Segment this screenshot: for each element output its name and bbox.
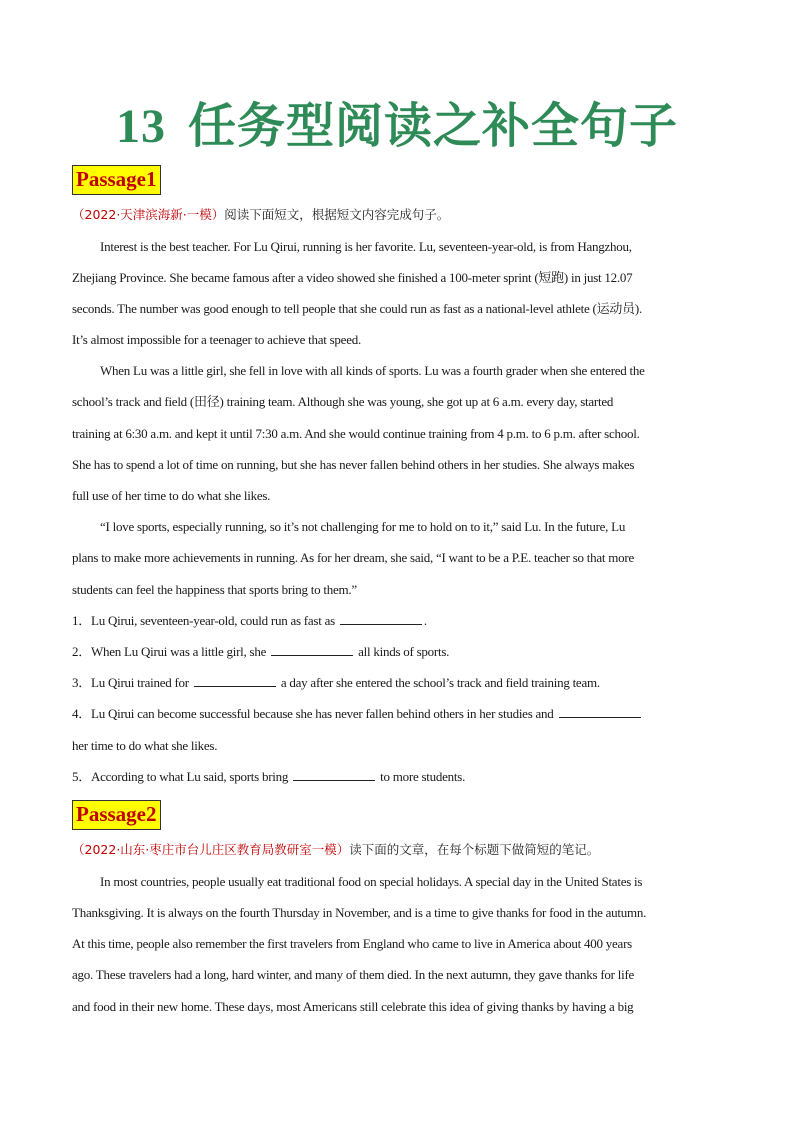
passage1-line: Interest is the best teacher. For Lu Qirui, running is her favorite. Lu, seventeen-year-old, is from Hangzhou, xyxy=(100,239,632,254)
passage2-source: （2022·山东·枣庄市台儿庄区教育局教研室一模）读下面的文章，在每个标题下做简短的笔记。 xyxy=(72,842,600,857)
passage2-line: In most countries, people usually eat traditional food on special holidays. A special day in the United States is xyxy=(100,874,643,889)
question-2: 2．When Lu Qirui was a little girl, she all kinds of sports. xyxy=(72,644,450,659)
question-4: 4．Lu Qirui can become successful because she has never fallen behind others in her studies and xyxy=(72,704,722,724)
passage1-line: seconds. The number was good enough to tell people that she could run as fast as a national-level athlete (运动员). xyxy=(72,301,642,316)
question-3: 3．Lu Qirui trained for a day after she entered the school’s track and field training team. xyxy=(72,675,600,690)
passage1-line: plans to make more achievements in running. As for her dream, she said, “I want to be a P.E. teacher so that more xyxy=(72,550,634,565)
answer-blank-4[interactable] xyxy=(559,705,641,718)
answer-blank-3[interactable] xyxy=(194,674,276,687)
passage1-line: It’s almost impossible for a teenager to achieve that speed. xyxy=(72,332,361,347)
answer-blank-1[interactable] xyxy=(340,612,422,625)
question-4-continued: her time to do what she likes. xyxy=(72,738,218,753)
passage1-source: （2022·天津滨海新·一模）阅读下面短文，根据短文内容完成句子。 xyxy=(72,207,450,222)
passage2-line: and food in their new home. These days, most Americans still celebrate this idea of giving thanks by having a big xyxy=(72,999,634,1014)
passage2-line: At this time, people also remember the first travelers from England who came to live in America about 400 years xyxy=(72,936,632,951)
passage2-label: Passage2 xyxy=(72,800,161,830)
passage1-line: students can feel the happiness that sports bring to them.” xyxy=(72,582,357,597)
answer-blank-5[interactable] xyxy=(293,768,375,781)
passage1-line: When Lu was a little girl, she fell in love with all kinds of sports. Lu was a fourth grader when she entered the xyxy=(100,363,645,378)
page-title xyxy=(0,95,794,159)
passage1-label: Passage1 xyxy=(72,165,161,195)
passage1-line: She has to spend a lot of time on running, but she has never fallen behind others in her studies. She always makes xyxy=(72,457,635,472)
passage1-line: school’s track and field (田径) training team. Although she was young, she got up at 6 a.m. every day, started xyxy=(72,394,614,409)
answer-blank-2[interactable] xyxy=(271,643,353,656)
title-number: 13 xyxy=(115,100,166,153)
question-1: 1．Lu Qirui, seventeen-year-old, could run as fast as . xyxy=(72,613,427,628)
passage1-line: full use of her time to do what she likes. xyxy=(72,488,271,503)
passage1-line: training at 6:30 a.m. and kept it until 7:30 a.m. And she would continue training from 4 p.m. to 6 p.m. after school. xyxy=(72,426,640,441)
question-5: 5．According to what Lu said, sports bring to more students. xyxy=(72,769,466,784)
passage2-line: ago. These travelers had a long, hard winter, and many of them died. In the next autumn, they gave thanks for life xyxy=(72,967,635,982)
passage1-line: Zhejiang Province. She became famous after a video showed she finished a 100-meter sprint (短跑) in just 12.07 xyxy=(72,270,633,285)
title-text: 任务型阅读之补全句子 xyxy=(187,100,678,153)
passage1-line: “I love sports, especially running, so it’s not challenging for me to hold on to it,” said Lu. In the future, Lu xyxy=(100,519,626,534)
passage2-line: Thanksgiving. It is always on the fourth Thursday in November, and is a time to give thanks for food in the autumn. xyxy=(72,905,647,920)
